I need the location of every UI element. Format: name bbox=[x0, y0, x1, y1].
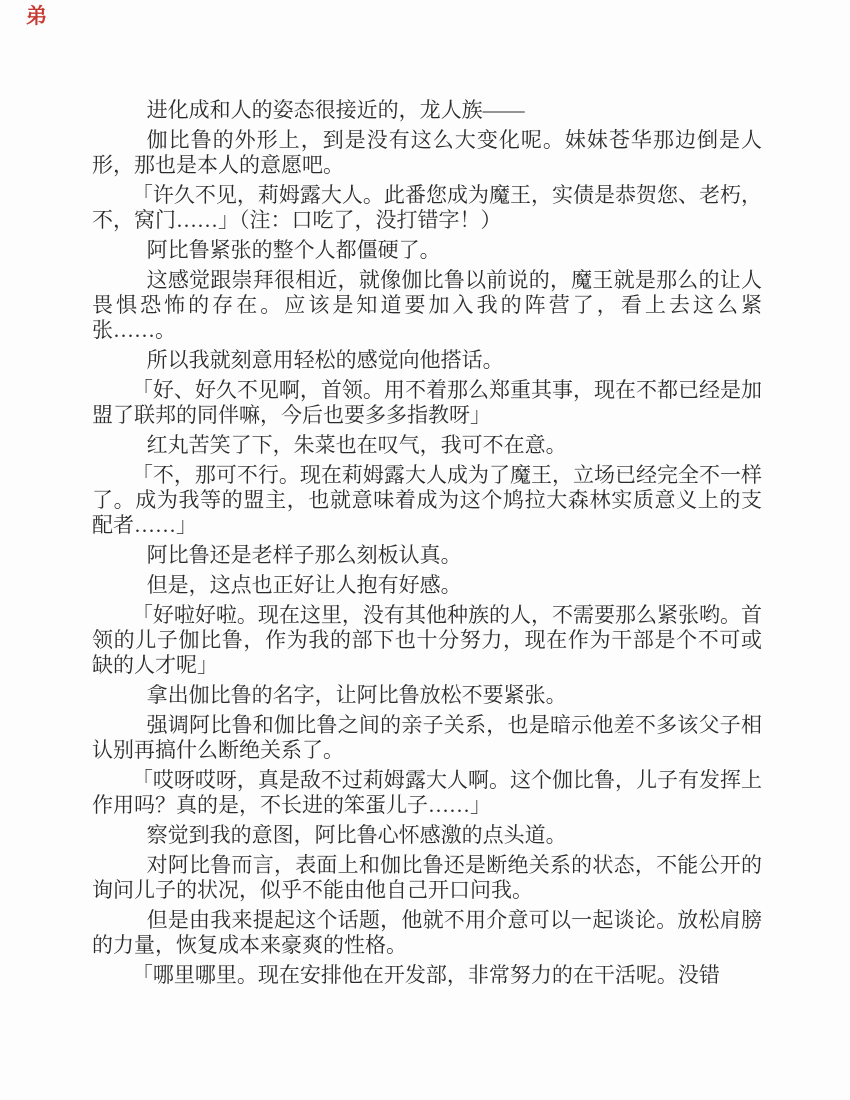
paragraph: 强调阿比鲁和伽比鲁之间的亲子关系，也是暗示他差不多该父子相认别再搞什么断绝关系了。 bbox=[92, 713, 762, 762]
paragraph: 阿比鲁紧张的整个人都僵硬了。 bbox=[146, 238, 441, 262]
paragraph: 拿出伽比鲁的名字，让阿比鲁放松不要紧张。 bbox=[146, 683, 567, 707]
paragraph: 红丸苦笑了下，朱菜也在叹气，我可不在意。 bbox=[146, 433, 567, 457]
paragraph: 「哪里哪里。现在安排他在开发部，非常努力的在干活呢。没错 bbox=[131, 963, 720, 987]
paragraph: 进化成和人的姿态很接近的，龙人族—— bbox=[146, 98, 525, 122]
paragraph: 伽比鲁的外形上，到是没有这么大变化呢。妹妹苍华那边倒是人形，那也是本人的意愿吧。 bbox=[92, 128, 762, 177]
paragraph: 「不，那可不行。现在莉姆露大人成为了魔王，立场已经完全不一样了。成为我等的盟主，也就意味着成为这个鸠拉大森林实质意义上的支配者……」 bbox=[92, 463, 762, 537]
red-seal-watermark: 弟 bbox=[26, 4, 47, 28]
novel-text-content bbox=[92, 98, 762, 993]
paragraph: 「好、好久不见啊，首领。用不着那么郑重其事，现在不都已经是加盟了联邦的同伴嘛，今后也要多多指教呀」 bbox=[92, 378, 762, 427]
paragraph: 但是，这点也正好让人抱有好感。 bbox=[146, 573, 462, 597]
paragraph: 阿比鲁还是老样子那么刻板认真。 bbox=[146, 543, 462, 567]
paragraph: 察觉到我的意图，阿比鲁心怀感激的点头道。 bbox=[146, 823, 567, 847]
paragraph: 但是由我来提起这个话题，他就不用介意可以一起谈论。放松肩膀的力量，恢复成本来豪爽的性格。 bbox=[92, 908, 762, 957]
paragraph: 「好啦好啦。现在这里，没有其他种族的人，不需要那么紧张哟。首领的儿子伽比鲁，作为我的部下也十分努力，现在作为干部是个不可或缺的人才呢」 bbox=[92, 603, 762, 677]
paragraph: 所以我就刻意用轻松的感觉向他搭话。 bbox=[146, 348, 504, 372]
paragraph: 「许久不见，莉姆露大人。此番您成为魔王，实债是恭贺您、老朽，不，窝门……」（注：口吃了，没打错字！） bbox=[92, 183, 762, 232]
paragraph: 这感觉跟崇拜很相近，就像伽比鲁以前说的，魔王就是那么的让人畏惧恐怖的存在。应该是知道要加入我的阵营了，看上去这么紧张……。 bbox=[92, 268, 762, 342]
paragraph: 对阿比鲁而言，表面上和伽比鲁还是断绝关系的状态，不能公开的询问儿子的状况，似乎不能由他自己开口问我。 bbox=[92, 853, 762, 902]
paragraph: 「哎呀哎呀，真是敌不过莉姆露大人啊。这个伽比鲁，儿子有发挥上作用吗？真的是，不长进的笨蛋儿子……」 bbox=[92, 768, 762, 817]
